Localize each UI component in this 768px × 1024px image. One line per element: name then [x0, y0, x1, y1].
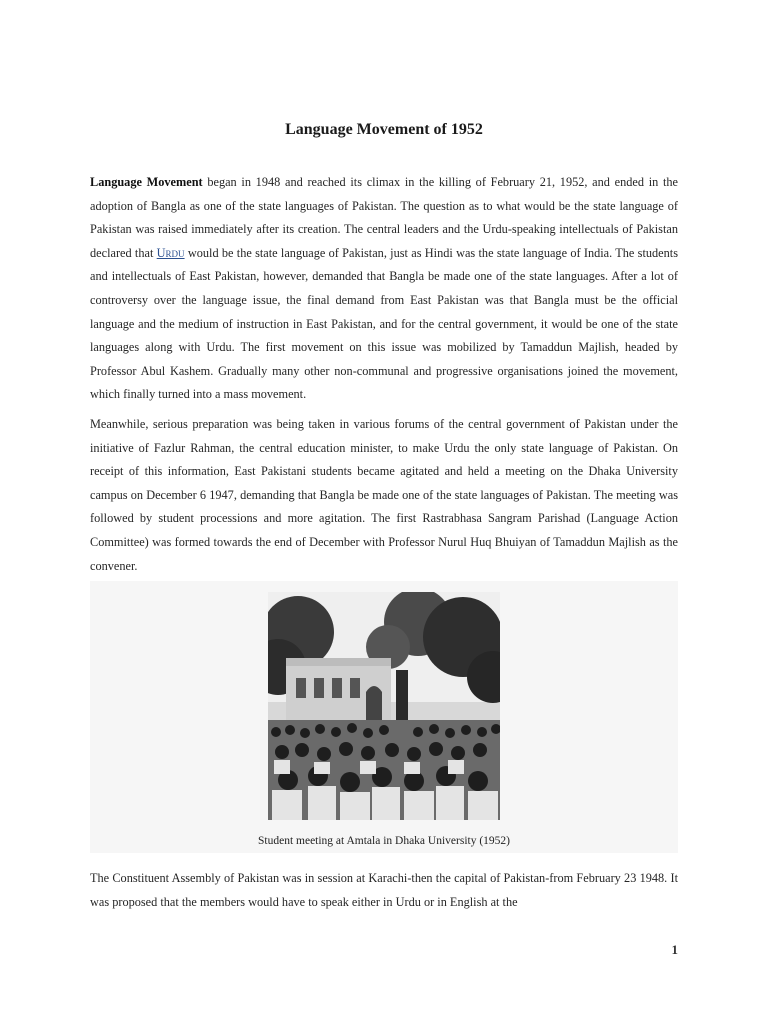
lead-term: Language Movement — [90, 175, 203, 189]
paragraph-1-text-a: began in 1948 and reached its climax in the killing of February 21, 1952, and ended in the adoption of Bangla as one of the state languages of Pakistan. The question as to what would be the state language of Pakistan was raised immediately after its creation. The central leaders and the Urdu-speaking intellectuals of Pakistan declared that — [90, 175, 678, 260]
urdu-link[interactable]: Urdu — [156, 245, 185, 260]
figure-caption: Student meeting at Amtala in Dhaka University (1952) — [258, 835, 510, 847]
paragraph-3: The Constituent Assembly of Pakistan was in session at Karachi-then the capital of Pakistan-from February 23 1948. It was proposed that the members would have to speak either in Urdu or in English at the — [90, 871, 678, 909]
student-meeting-photo — [268, 592, 500, 820]
page-number: 1 — [671, 942, 678, 957]
paragraph-1 — [90, 171, 678, 407]
paragraph-2: Meanwhile, serious preparation was being taken in various forums of the central government of Pakistan under the initiative of Fazlur Rahman, the central education minister, to make Urdu the only state language of Pakistan. On receipt of this information, East Pakistani students became agitated and held a meeting on the Dhaka University campus on December 6 1947, demanding that Bangla be made one of the state languages of Pakistan. The meeting was followed by student processions and more agitation. The first Rastrabhasa Sangram Parishad (Language Action Committee) was formed towards the end of December with Professor Nurul Huq Bhuiyan of Tamaddun Majlish as the convener. — [90, 417, 678, 573]
paragraph-1-text-b: would be the state language of Pakistan, just as Hindi was the state language of India. The students and intellectuals of East Pakistan, however, demanded that Bangla be made one of the state languages. After a lot of controversy over the language issue, the final demand from East Pakistan was that Bangla must be the official language and the medium of instruction in East Pakistan, and for the central government, it would be one of the state languages along with Urdu. The first movement on this issue was mobilized by Tamaddun Majlish, headed by Professor Abul Kashem. Gradually many other non-communal and progressive organisations joined the movement, which finally turned into a mass movement. — [90, 245, 678, 402]
figure — [90, 581, 678, 853]
document-title: Language Movement of 1952 — [285, 121, 483, 138]
